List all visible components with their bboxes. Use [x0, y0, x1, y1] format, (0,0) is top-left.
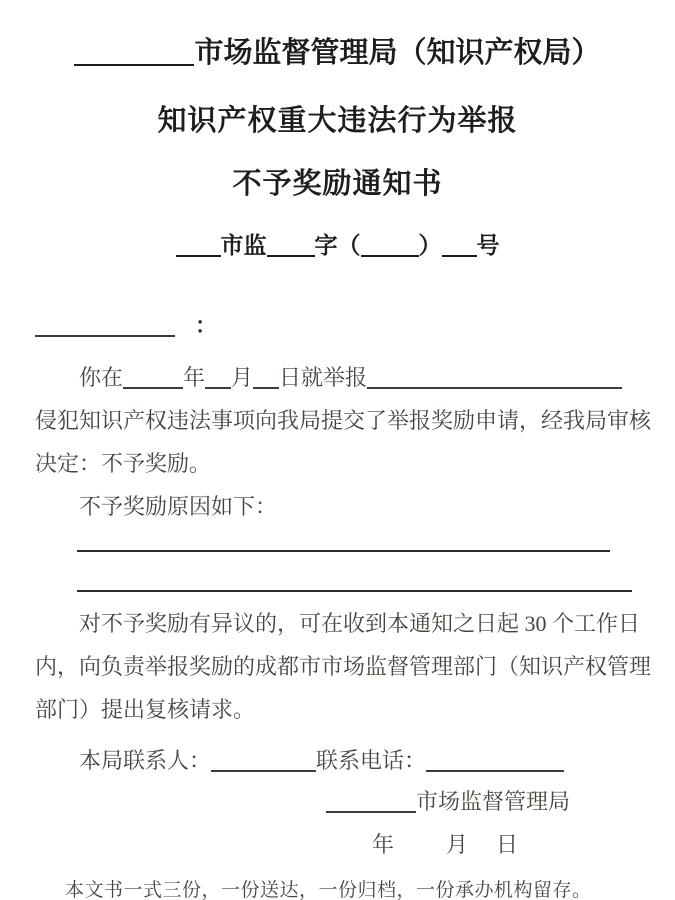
distribution-footnote: 本文书一式三份，一份送达，一份归档，一份承办机构留存。 — [65, 880, 592, 900]
signature-agency-text: 市场监督管理局 — [415, 789, 570, 814]
addressee-name-blank — [35, 313, 175, 337]
paragraph-report — [35, 356, 652, 528]
year-blank — [123, 365, 183, 389]
date-month-label: 月 — [445, 832, 468, 857]
date-day-label: 日 — [495, 832, 518, 857]
day-blank — [253, 365, 279, 389]
month-blank — [205, 365, 231, 389]
contact-phone-label: 联系电话： — [316, 748, 427, 773]
doc-number-serial-blank — [442, 232, 477, 257]
signature-agency-blank — [326, 789, 416, 813]
agency-name-blank — [74, 35, 194, 66]
contact-person-blank — [211, 748, 316, 772]
doc-number-region-blank — [176, 232, 221, 257]
addressee-line — [35, 308, 640, 344]
date-year-label: 年 — [371, 832, 394, 857]
paragraph-appeal-line1: 对不予奖励有异议的，可在收到本通知之日起 30 个工作日 — [79, 611, 641, 636]
report-subject-blank — [367, 365, 622, 389]
doc-number-close-paren: ） — [418, 232, 442, 258]
paragraph-appeal — [35, 602, 652, 731]
report-date-line — [35, 356, 640, 399]
contact-phone-blank — [426, 748, 564, 772]
p1-text-day-report: 日就举报 — [279, 365, 368, 390]
doc-number-year-blank — [361, 232, 419, 257]
signature-date-line — [35, 825, 640, 865]
contact-line — [35, 739, 640, 782]
doc-number-zi-label: 字（ — [314, 232, 361, 258]
signature-line — [35, 782, 640, 822]
addressee-colon: ： — [195, 313, 218, 338]
paragraph-appeal-line3: 部门）提出复核请求。 — [35, 697, 256, 722]
p1-text-year: 年 — [183, 365, 206, 390]
title-line1-text: 市场监督管理局（知识产权局） — [194, 37, 601, 69]
reason-blank-line-2 — [77, 590, 632, 592]
title-line2-text: 知识产权重大违法行为举报 — [157, 105, 518, 137]
reason-label-line: 不予奖励原因如下： — [79, 494, 278, 519]
paragraph-report-line3: 决定：不予奖励。 — [35, 451, 212, 476]
document-title-line1 — [35, 0, 640, 74]
document-title-line2 — [35, 100, 640, 142]
paragraph-appeal-line2: 内，向负责举报奖励的成都市市场监督管理部门（知识产权管理 — [35, 654, 652, 679]
paragraph-report-line2: 侵犯知识产权违法事项向我局提交了举报奖励申请，经我局审核 — [35, 408, 652, 433]
contact-person-label: 本局联系人： — [79, 748, 212, 773]
doc-number-hao-label: 号 — [476, 232, 500, 258]
document-number-line — [35, 228, 640, 262]
p1-text-you-zai: 你在 — [79, 365, 124, 390]
doc-number-office-label: 市监 — [220, 232, 267, 258]
reason-blank-line-1 — [77, 550, 610, 552]
document-title-line3 — [35, 164, 640, 204]
title-line3-text: 不予奖励通知书 — [232, 168, 443, 200]
p1-text-month: 月 — [231, 365, 254, 390]
doc-number-type-blank — [267, 232, 315, 257]
